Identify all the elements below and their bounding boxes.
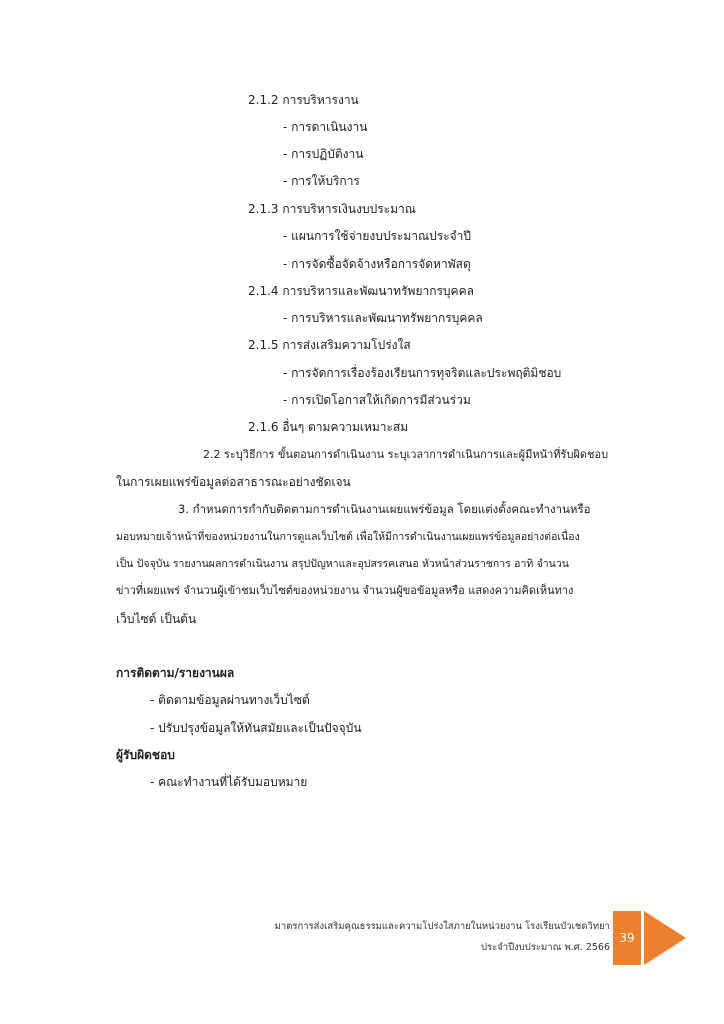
heading-2-1-5: 2.1.5 การส่งเสริมความโปร่งใส	[248, 338, 411, 352]
paragraph-3-line: 3. กำหนดการกำกับติดตามการดำเนินงานเผยแพร่ข้อมูล โดยแต่งตั้งคณะทำงานหรือ	[178, 502, 591, 516]
list-item: - คณะทำงานที่ได้รับมอบหมาย	[150, 775, 308, 789]
page-number-box	[613, 911, 641, 965]
heading-2-1-2: 2.1.2 การบริหารงาน	[248, 93, 359, 107]
list-item: - การเปิดโอกาสให้เกิดการมีส่วนร่วม	[283, 393, 471, 407]
page-number: 39	[619, 931, 635, 945]
footer-title: มาตรการส่งเสริมคุณธรรมและความโปร่งใสภายในหน่วยงาน โรงเรียนบัวเชดวิทยา	[274, 921, 610, 932]
arrow-right-icon	[644, 911, 686, 965]
paragraph-3-line: เว็บไซต์ เป็นต้น	[116, 612, 197, 626]
paragraph-3-line: มอบหมายเจ้าหน้าที่ของหน่วยงานในการดูแลเว็บไซต์ เพื่อให้มีการดำเนินงานเผยแพร่ข้อมูลอย่างต่อเนื่อง	[116, 531, 580, 543]
list-item: - การบริหารและพัฒนาทรัพยากรบุคคล	[283, 311, 483, 325]
list-item: - การปฏิบัติงาน	[283, 147, 364, 161]
paragraph-3-line: เป็น ปัจจุบัน รายงานผลการดำเนินงาน สรุปปัญหาและอุปสรรคเสนอ หัวหน้าส่วนราชการ อาทิ จำนวน	[116, 558, 569, 570]
heading-2-1-4: 2.1.4 การบริหารและพัฒนาทรัพยากรบุคคล	[248, 284, 474, 298]
list-item: - การจัดการเรื่องร้องเรียนการทุจริตและประพฤติมิชอบ	[283, 366, 562, 380]
list-item: - การดาเนินงาน	[283, 120, 368, 134]
heading-2-1-3: 2.1.3 การบริหารเงินงบประมาณ	[248, 202, 416, 216]
paragraph-2-2-line: ในการเผยแพร่ข้อมูลต่อสาธารณะอย่างชัดเจน	[116, 475, 351, 489]
heading-2-1-6: 2.1.6 อื่นๆ ตามความเหมาะสม	[248, 420, 409, 434]
paragraph-2-2-line: 2.2 ระบุวิธีการ ขั้นตอนการดำเนินงาน ระบุเวลาการดำเนินการและผู้มีหน้าที่รับผิดชอบ	[203, 448, 609, 461]
list-item: - การให้บริการ	[283, 174, 360, 188]
list-item: - ปรับปรุงข้อมูลให้ทันสมัยและเป็นปัจจุบัน	[150, 721, 362, 735]
list-item: - การจัดซื้อจัดจ้างหรือการจัดหาพัสดุ	[283, 257, 471, 271]
list-item: - แผนการใช้จ่ายงบประมาณประจำปี	[283, 229, 472, 243]
monitoring-heading: การติดตาม/รายงานผล	[116, 666, 235, 680]
footer-fiscal-year: ประจำปีงบประมาณ พ.ศ. 2566	[480, 942, 610, 953]
responsible-heading: ผู้รับผิดชอบ	[116, 748, 175, 762]
list-item: - ติดตามข้อมูลผ่านทางเว็บไซต์	[150, 693, 310, 707]
paragraph-3-line: ข่าวที่เผยแพร่ จำนวนผู้เข้าชมเว็บไซต์ของหน่วยงาน จำนวนผู้ขอข้อมูลหรือ แสดงความคิดเห็นทาง	[116, 584, 574, 597]
